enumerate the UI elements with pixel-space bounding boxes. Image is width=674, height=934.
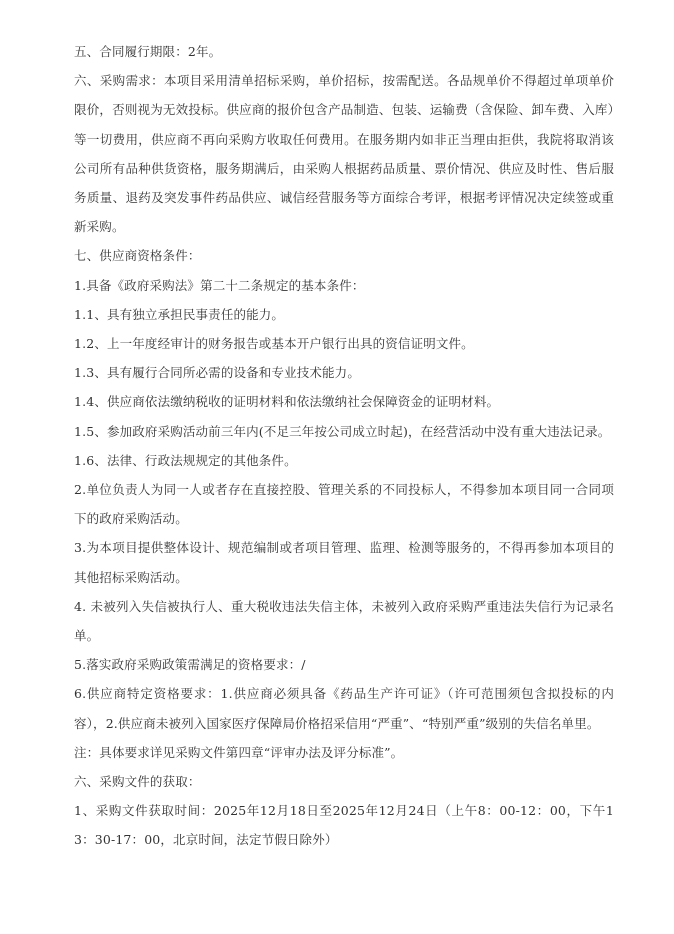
qualification-item-1-6: 1.6、法律、行政法规规定的其他条件。 (74, 452, 297, 468)
qualification-item-1-1: 1.1、具有独立承担民事责任的能力。 (74, 306, 285, 322)
qualification-item-1-3: 1.3、具有履行合同所必需的设备和专业技术能力。 (74, 365, 360, 381)
note: 注：具体要求详见采购文件第四章“评审办法及评分标准”。 (74, 744, 404, 760)
qualification-item-1-5: 1.5、参加政府采购活动前三年内(不足三年按公司成立时起)，在经营活动中没有重大违法记录。 (74, 423, 611, 439)
qualification-item-3: 3.为本项目提供整体设计、规范编制或者项目管理、监理、检测等服务的，不得再参加本项目的其他招标采购活动。 (74, 540, 614, 585)
qualification-item-1-2: 1.2、上一年度经审计的财务报告或基本开户银行出具的资信证明文件。 (74, 336, 474, 352)
document-acquisition-time: 1、采购文件获取时间：2025年12月18日至2025年12月24日（上午8：00-12：00，下午13：30-17：00，北京时间，法定节假日除外） (74, 803, 614, 848)
procurement-document-heading: 六、采购文件的获取： (74, 774, 201, 790)
qualification-item-4: 4. 未被列入失信被执行人、重大税收违法失信主体，未被列入政府采购严重违法失信行为记录名单。 (74, 598, 614, 644)
qualification-item-1-4: 1.4、供应商依法缴纳税收的证明材料和依法缴纳社会保障资金的证明材料。 (74, 394, 500, 410)
qualification-item-6: 6.供应商特定资格要求：1.供应商必须具备《药品生产许可证》（许可范围须包含拟投标的内容），2.供应商未被列入国家医疗保障局价格招采信用“严重”、“特别严重”级别的失信名单里。 (74, 686, 614, 731)
contract-period: 五、合同履行期限：2年。 (74, 44, 222, 59)
qualification-item-5: 5.落实政府采购政策需满足的资格要求：/ (74, 657, 306, 673)
qualification-item-1: 1.具备《政府采购法》第二十二条规定的基本条件： (74, 277, 365, 293)
document-page (74, 37, 614, 855)
qualification-item-2: 2.单位负责人为同一人或者存在直接控股、管理关系的不同投标人，不得参加本项目同一合同项下的政府采购活动。 (74, 482, 614, 527)
supplier-qualification-heading: 七、供应商资格条件： (74, 248, 201, 264)
procurement-requirements: 六、采购需求：本项目采用清单招标采购，单价招标，按需配送。各品规单价不得超过单项单价限价，否则视为无效投标。供应商的报价包含产品制造、包装、运输费（含保险、卸车费、入库）等一切费用，供应商不再向采购方收取任何费用。在服务期内如非正当理由拒供，我院将取消该公司所有品种供货资格，服务期满后，由采购人根据药品质量、票价情况、供应及时性、售后服务质量、退药及突发事件药品供应、诚信经营服务等方面综合考评，根据考评情况决定续签或重新采购。 (74, 73, 614, 235)
